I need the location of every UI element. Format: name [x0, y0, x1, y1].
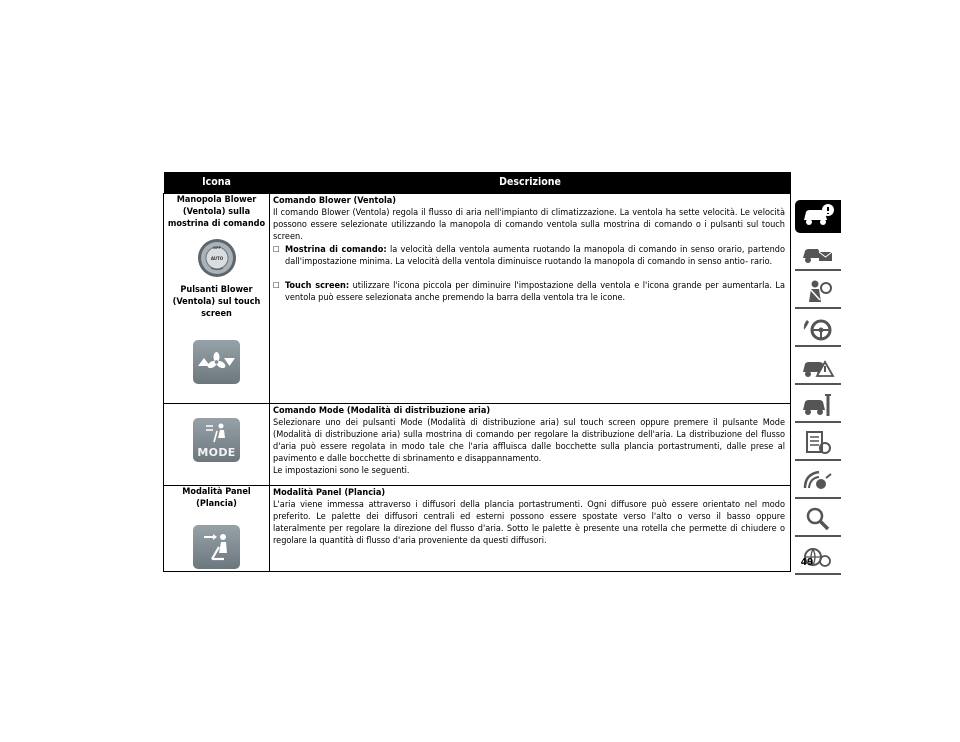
blower-control-body: Il comando Blower (Ventola) regola il flusso di aria nell'impianto di climatizzazione. La ventola ha sette velocità. Le velocità possono essere selezionate utilizzando la manopola di comando ventola sulla mostrina di comando o i pulsanti sul touch screen.: [273, 208, 785, 243]
specifications-icon: [801, 430, 835, 456]
car-info-icon: [801, 202, 835, 228]
chapter-tabs: [795, 200, 842, 580]
knob-auto-text: AUTO: [210, 256, 223, 262]
tab-car-service[interactable]: [795, 390, 841, 423]
car-message-icon: [801, 240, 835, 266]
steering-wheel-icon: [801, 316, 835, 342]
seatbelt-airbag-icon: [801, 278, 835, 304]
mode-control-body: Selezionare uno dei pulsanti Mode (Modalità di distribuzione aria) sul touch screen oppure premere il pulsante Mode (Modalità di distribuzione aria) sulla mostrina di comando per regolare la distribuzione dell'aria. La distribuzione del flusso d'aria può essere regolata in modo tale che l'aria affluisca dalle bocchette sulla plancia portastrumenti, dalle prese al pavimento e dalle bocchette di sbrinamento e disappannamento.: [273, 418, 785, 465]
bullet-item: [273, 244, 785, 268]
table-row: [164, 486, 791, 572]
search-index-icon: [801, 506, 835, 532]
knob-off-text: OFF: [212, 246, 221, 251]
panel-mode-label: Modalità Panel (Plancia): [182, 487, 251, 510]
tab-car-emergency[interactable]: [795, 352, 841, 385]
blower-knob-icon: [197, 238, 237, 278]
blower-knob-label: Manopola Blower (Ventola) sulla mostrina di comando: [167, 195, 266, 230]
panel-mode-icon: [193, 525, 240, 569]
tab-car-message[interactable]: [795, 238, 841, 271]
bullet-item: [273, 280, 785, 304]
mode-control-note: Le impostazioni sono le seguenti.: [273, 466, 410, 477]
climate-controls-table: [163, 172, 791, 572]
bullet-lead: Mostrina di comando:: [285, 245, 387, 256]
multimedia-icon: [801, 468, 835, 494]
blower-buttons-label: Pulsanti Blower (Ventola) sul touch screen: [172, 285, 261, 320]
mode-control-title: Comando Mode (Modalità di distribuzione aria): [273, 406, 491, 416]
tab-steering-wheel[interactable]: [795, 314, 841, 347]
description-cell: [270, 404, 791, 486]
mode-icon-text: MODE: [197, 445, 236, 459]
checkbox-bullet-icon: ☐: [273, 245, 280, 255]
icon-cell: [164, 486, 270, 572]
table-header-row: [164, 172, 791, 194]
checkbox-bullet-icon: ☐: [273, 280, 280, 290]
tab-multimedia[interactable]: [795, 466, 841, 499]
icon-cell: [164, 194, 270, 404]
tab-seatbelt-airbag[interactable]: [795, 276, 841, 309]
fan-speed-buttons-icon: [193, 340, 240, 384]
bullet-text: utilizzare l'icona piccola per diminuire l'impostazione della ventola e l'icona grande per aumentarla. La ventola può essere selezionata anche premendo la barra della ventola tra le icone.: [285, 280, 785, 303]
car-emergency-icon: [801, 354, 835, 380]
page-number: 49: [800, 557, 814, 568]
table-row: [164, 404, 791, 486]
bullet-text: la velocità della ventola aumenta ruotando la manopola di comando in senso orario, partendo dall'impostazione minima. La velocità della ventola diminuisce ruotando la manopola di comando in senso antio- rario.: [285, 245, 785, 268]
bullet-lead: Touch screen:: [285, 280, 350, 291]
car-service-icon: [801, 392, 835, 418]
header-description-column: Descrizione: [270, 172, 791, 194]
panel-mode-body: L'aria viene immessa attraverso i diffusori della plancia portastrumenti. Ogni diffusore può essere orientato nel modo preferito. Le palette dei diffusori centrali ed esterni possono essere spostate verso l'alto o verso il basso oppure lateralmente per regolare la direzione del flusso d'aria. Sotto le palette è presente una rotella che permette di chiudere o regolare la quantità di flusso d'aria proveniente da questi diffusori.: [273, 500, 785, 547]
tab-specifications[interactable]: [795, 428, 841, 461]
blower-control-title: Comando Blower (Ventola): [273, 196, 397, 206]
panel-mode-title: Modalità Panel (Plancia): [273, 488, 386, 498]
table-row: [164, 194, 791, 404]
mode-button-icon: [193, 418, 240, 462]
icon-cell: [164, 404, 270, 486]
description-cell: [270, 486, 791, 572]
tab-car-info[interactable]: [795, 200, 841, 233]
header-icon-column: Icona: [164, 172, 270, 194]
tab-search-index[interactable]: [795, 504, 841, 537]
description-cell: [270, 194, 791, 404]
